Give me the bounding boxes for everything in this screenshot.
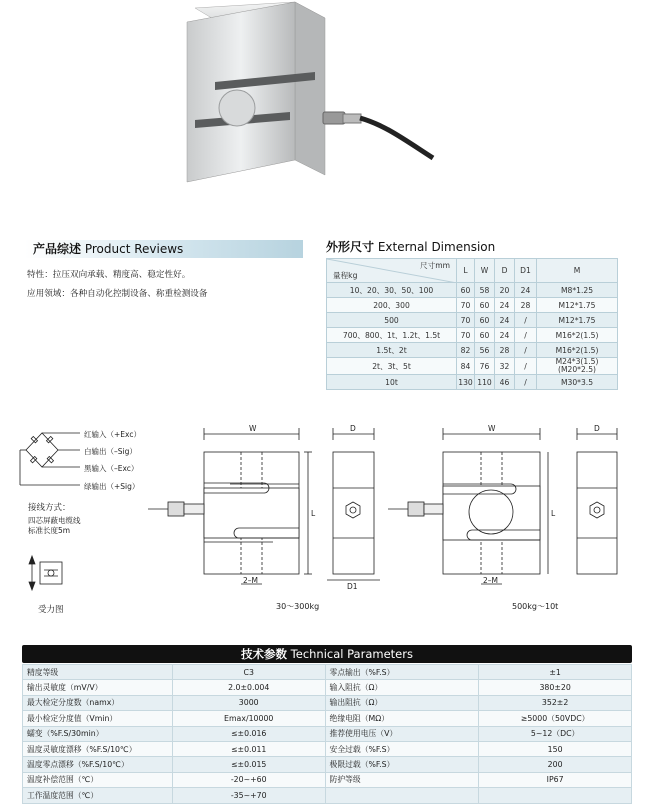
dimension-row	[327, 298, 618, 313]
w-cell: 76	[475, 358, 495, 375]
w-cell: 110	[475, 375, 495, 390]
dimension-header-row	[327, 259, 618, 283]
applications-text: 应用领域：各种自动化控制设备、称重检测设备	[27, 289, 208, 299]
param-value: -20~+60	[172, 772, 325, 787]
param-value: C3	[172, 665, 325, 680]
dimension-row	[327, 328, 618, 343]
l-cell: 84	[457, 358, 475, 375]
l-cell: 60	[457, 283, 475, 298]
dim-l-label-small: L	[311, 509, 316, 518]
front-view-large	[388, 428, 548, 584]
thread-label-large: 2–M	[483, 576, 498, 585]
dimension-row	[327, 283, 618, 298]
param-name	[325, 788, 479, 803]
l-cell: 70	[457, 328, 475, 343]
param-name: 极限过载（%F.S）	[325, 757, 479, 772]
parameter-row	[23, 665, 632, 680]
range-cell: 700、800、1t、1.2t、1.5t	[327, 328, 457, 343]
range-header: 量程kg	[333, 271, 358, 280]
load-cell-photo	[165, 0, 435, 200]
param-value: IP67	[479, 772, 632, 787]
range-cell: 500	[327, 313, 457, 328]
dimension-row	[327, 343, 618, 358]
w-cell: 60	[475, 328, 495, 343]
dim-w-label-small: W	[249, 424, 257, 433]
d-cell: 32	[495, 358, 515, 375]
parameter-row	[23, 680, 632, 695]
param-value: 380±20	[479, 680, 632, 695]
cable-type-text: 四芯屏蔽电缆线	[28, 516, 81, 525]
param-name: 工作温度范围（℃）	[23, 788, 173, 803]
d1-cell: /	[515, 375, 537, 390]
param-name: 输出灵敏度（mV/V）	[23, 680, 173, 695]
d-cell: 46	[495, 375, 515, 390]
d-cell: 24	[495, 328, 515, 343]
param-name: 安全过载（%F.S）	[325, 741, 479, 756]
param-value: -35~+70	[172, 788, 325, 803]
param-value: 150	[479, 741, 632, 756]
parameter-row	[23, 741, 632, 756]
d1-cell: /	[515, 313, 537, 328]
d1-cell: 28	[515, 298, 537, 313]
dim-d1-label: D1	[347, 582, 358, 591]
dim-l-label-large: L	[551, 509, 556, 518]
w-cell: 56	[475, 343, 495, 358]
range-cell: 10、20、30、50、100	[327, 283, 457, 298]
param-value: ≤±0.015	[172, 757, 325, 772]
m-cell: M30*3.5	[537, 375, 618, 390]
product-reviews-header	[25, 240, 303, 258]
param-name: 防护等级	[325, 772, 479, 787]
product-reviews-title-zh: 产品综述	[33, 242, 82, 256]
param-value	[479, 788, 632, 803]
l-cell: 130	[457, 375, 475, 390]
param-name: 最小检定分度值（Vmin）	[23, 711, 173, 726]
m-cell: M16*2(1.5)	[537, 328, 618, 343]
param-name: 温度零点漂移（%F.S/10℃）	[23, 757, 173, 772]
param-name: 温度灵敏度漂移（%F.S/10℃）	[23, 741, 173, 756]
param-value: ±1	[479, 665, 632, 680]
d-cell: 24	[495, 298, 515, 313]
param-value: 200	[479, 757, 632, 772]
dimension-row	[327, 358, 618, 375]
w-cell: 60	[475, 298, 495, 313]
d1-cell: 24	[515, 283, 537, 298]
force-diagram	[29, 556, 62, 590]
side-view-large	[577, 428, 617, 574]
param-name: 温度补偿范围（℃）	[23, 772, 173, 787]
param-name: 绝缘电阻（MΩ）	[325, 711, 479, 726]
external-dimension-title-zh: 外形尺寸	[326, 240, 375, 254]
param-value: ≥5000（50VDC）	[479, 711, 632, 726]
dimension-corner-cell	[327, 259, 457, 283]
range-cell: 10t	[327, 375, 457, 390]
w-cell: 60	[475, 313, 495, 328]
l-cell: 70	[457, 298, 475, 313]
force-diagram-label: 受力图	[38, 605, 64, 615]
m-cell: M12*1.75	[537, 298, 618, 313]
technical-title-zh: 技术参数	[241, 647, 288, 661]
parameter-row	[23, 726, 632, 741]
wire-red-label: 红输入（+Exc）	[84, 430, 141, 439]
drawings-svg	[0, 410, 647, 620]
param-value: 352±2	[479, 695, 632, 710]
thread-label-small: 2–M	[243, 576, 258, 585]
param-value: ≤±0.016	[172, 726, 325, 741]
m-value-alt: (M20*2.5)	[557, 365, 596, 374]
param-value: 3000	[172, 695, 325, 710]
d1-cell: /	[515, 358, 537, 375]
range-cell: 2t、3t、5t	[327, 358, 457, 375]
param-value: 5~12（DC）	[479, 726, 632, 741]
l-cell: 82	[457, 343, 475, 358]
dimension-row	[327, 375, 618, 390]
external-dimension-header	[318, 238, 618, 256]
parameter-row	[23, 772, 632, 787]
m-cell	[537, 358, 618, 375]
col-header-d: D	[495, 259, 515, 283]
col-header-d1: D1	[515, 259, 537, 283]
param-value: Emax/10000	[172, 711, 325, 726]
dimension-row	[327, 313, 618, 328]
param-name: 零点输出（%F.S）	[325, 665, 479, 680]
param-name: 输入阻抗（Ω）	[325, 680, 479, 695]
dim-w-label-large: W	[488, 424, 496, 433]
product-reviews-title-en: Product Reviews	[84, 242, 184, 256]
param-name: 输出阻抗（Ω）	[325, 695, 479, 710]
size-header: 尺寸mm	[420, 261, 450, 270]
d1-cell: /	[515, 328, 537, 343]
dim-d-label-small: D	[350, 424, 356, 433]
technical-parameters-table	[22, 664, 632, 804]
features-text: 特性：拉压双向承载、精度高、稳定性好。	[27, 270, 191, 280]
range-cell: 200、300	[327, 298, 457, 313]
wiring-method-title: 接线方式：	[28, 503, 71, 513]
parameter-row	[23, 757, 632, 772]
wire-white-label: 白输出（–Sig）	[84, 447, 137, 456]
param-value: ≤±0.011	[172, 741, 325, 756]
m-cell: M8*1.25	[537, 283, 618, 298]
d-cell: 20	[495, 283, 515, 298]
w-cell: 58	[475, 283, 495, 298]
cable-length-text: 标准长度5m	[28, 526, 71, 535]
dimension-table	[326, 258, 618, 390]
param-name: 精度等级	[23, 665, 173, 680]
technical-title-en: Technical Parameters	[290, 647, 413, 661]
wire-black-label: 黑输入（–Exc）	[84, 464, 139, 473]
wire-green-label: 绿输出（+Sig）	[84, 482, 140, 491]
col-header-w: W	[475, 259, 495, 283]
parameter-row	[23, 711, 632, 726]
side-view-small	[327, 428, 380, 580]
parameter-row	[23, 695, 632, 710]
param-name: 蠕变（%F.S/30min）	[23, 726, 173, 741]
m-cell: M16*2(1.5)	[537, 343, 618, 358]
front-view-small	[148, 428, 312, 584]
external-dimension-title-en: External Dimension	[377, 240, 496, 254]
d-cell: 28	[495, 343, 515, 358]
param-name: 推荐使用电压（V）	[325, 726, 479, 741]
technical-drawings	[0, 410, 647, 620]
d1-cell: /	[515, 343, 537, 358]
param-name: 最大检定分度数（namx）	[23, 695, 173, 710]
l-cell: 70	[457, 313, 475, 328]
technical-parameters-header	[22, 645, 632, 663]
col-header-l: L	[457, 259, 475, 283]
d-cell: 24	[495, 313, 515, 328]
range-cell: 1.5t、2t	[327, 343, 457, 358]
range-large-label: 500kg～10t	[512, 602, 559, 611]
param-value: 2.0±0.004	[172, 680, 325, 695]
range-small-label: 30～300kg	[276, 602, 320, 611]
parameter-row	[23, 788, 632, 803]
m-cell: M12*1.75	[537, 313, 618, 328]
wiring-bridge-diagram	[20, 433, 80, 485]
col-header-m: M	[537, 259, 618, 283]
dim-d-label-large: D	[594, 424, 600, 433]
m-value: M24*3(1.5)	[555, 357, 599, 366]
